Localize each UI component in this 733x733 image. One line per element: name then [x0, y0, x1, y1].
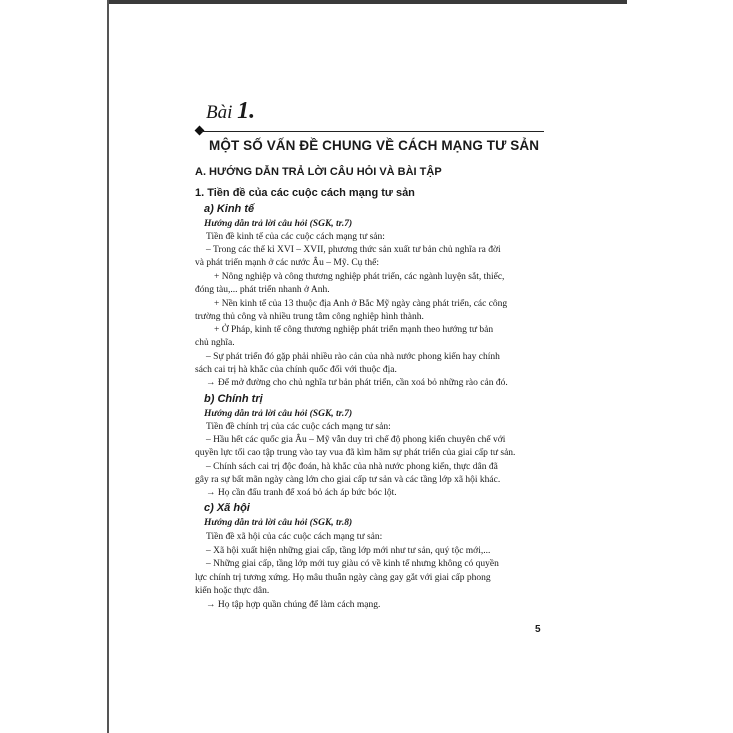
guide-politics: Hướng dẫn trả lời câu hỏi (SGK, tr.7) — [204, 409, 353, 419]
paragraph: chủ nghĩa. — [195, 338, 235, 348]
top-border — [107, 0, 627, 4]
section-a-heading: A. HƯỚNG DẪN TRẢ LỜI CÂU HỎI VÀ BÀI TẬP — [195, 166, 442, 178]
page-number: 5 — [535, 624, 541, 635]
guide-society: Hướng dẫn trả lời câu hỏi (SGK, tr.8) — [204, 518, 353, 528]
paragraph: + Nền kinh tế của 13 thuộc địa Anh ở Bắc Mỹ ngày càng phát triển, các công — [214, 299, 508, 309]
paragraph: lực chính trị tương xứng. Họ mâu thuẫn ngày càng gay gắt với giai cấp phong — [195, 573, 491, 583]
guide-economy: Hướng dẫn trả lời câu hỏi (SGK, tr.7) — [204, 219, 353, 229]
paragraph: – Xã hội xuất hiện những giai cấp, tầng lớp mới như tư sản, quý tộc mới,... — [206, 546, 491, 556]
subheading-society: c) Xã hội — [204, 502, 250, 514]
paragraph: – Chính sách cai trị độc đoán, hà khắc của nhà nước phong kiến, thực dân đã — [206, 462, 498, 472]
paragraph: – Sự phát triển đó gặp phải nhiều rào cản của nhà nước phong kiến hay chính — [206, 352, 500, 362]
paragraph: + Nông nghiệp và công thương nghiệp phát triển, các ngành luyện sắt, thiếc, — [214, 272, 505, 282]
paragraph: – Trong các thế kỉ XVI – XVII, phương thức sản xuất tư bản chủ nghĩa ra đời — [206, 245, 501, 255]
paragraph: trường thủ công và nhiều trung tâm công nghiệp hình thành. — [195, 312, 424, 322]
paragraph: Tiền đề xã hội của các cuộc cách mạng tư sản: — [206, 532, 383, 542]
paragraph: quyền lực tối cao tập trung vào tay vua đã kìm hãm sự phát triển của giai cấp tư sản. — [195, 448, 516, 458]
paragraph: và phát triển mạnh ở các nước Âu – Mỹ. Cụ thể: — [195, 258, 380, 268]
subheading-economy: a) Kinh tế — [204, 203, 255, 215]
lesson-number: 1. — [237, 98, 256, 124]
title-rule — [201, 131, 544, 132]
page-left-edge — [107, 0, 109, 733]
paragraph: gây ra sự bất mãn ngày càng lớn cho giai cấp tư sản và các tầng lớp xã hội khác. — [195, 475, 501, 485]
lesson-label: Bài 1. — [206, 98, 256, 124]
paragraph: kiến hoặc thực dân. — [195, 586, 270, 596]
page-title: MỘT SỐ VẤN ĐỀ CHUNG VỀ CÁCH MẠNG TƯ SẢN — [209, 138, 540, 153]
paragraph: → Họ cần đấu tranh để xoá bỏ ách áp bức bóc lột. — [206, 488, 397, 498]
paragraph: → Họ tập hợp quần chúng để làm cách mạng. — [206, 600, 381, 610]
paragraph: → Để mở đường cho chủ nghĩa tư bản phát triển, cần xoá bỏ những rào cản đó. — [206, 378, 508, 388]
paragraph: Tiền đề chính trị của các cuộc cách mạng tư sản: — [206, 422, 391, 432]
paragraph: – Những giai cấp, tầng lớp mới tuy giàu có về kinh tế nhưng không có quyền — [206, 559, 499, 569]
paragraph: + Ở Pháp, kinh tế công thương nghiệp phát triển mạnh theo hướng tư bản — [214, 325, 494, 335]
subheading-politics: b) Chính trị — [204, 393, 263, 405]
section-1-heading: 1. Tiền đề của các cuộc cách mạng tư sản — [195, 187, 415, 199]
paragraph: – Hầu hết các quốc gia Âu – Mỹ vẫn duy trì chế độ phong kiến chuyên chế với — [206, 435, 506, 445]
paragraph: Tiền đề kinh tế của các cuộc cách mạng tư sản: — [206, 232, 385, 242]
paragraph: sách cai trị hà khắc của chính quốc đối với thuộc địa. — [195, 365, 397, 375]
paragraph: đóng tàu,... phát triển nhanh ở Anh. — [195, 285, 330, 295]
